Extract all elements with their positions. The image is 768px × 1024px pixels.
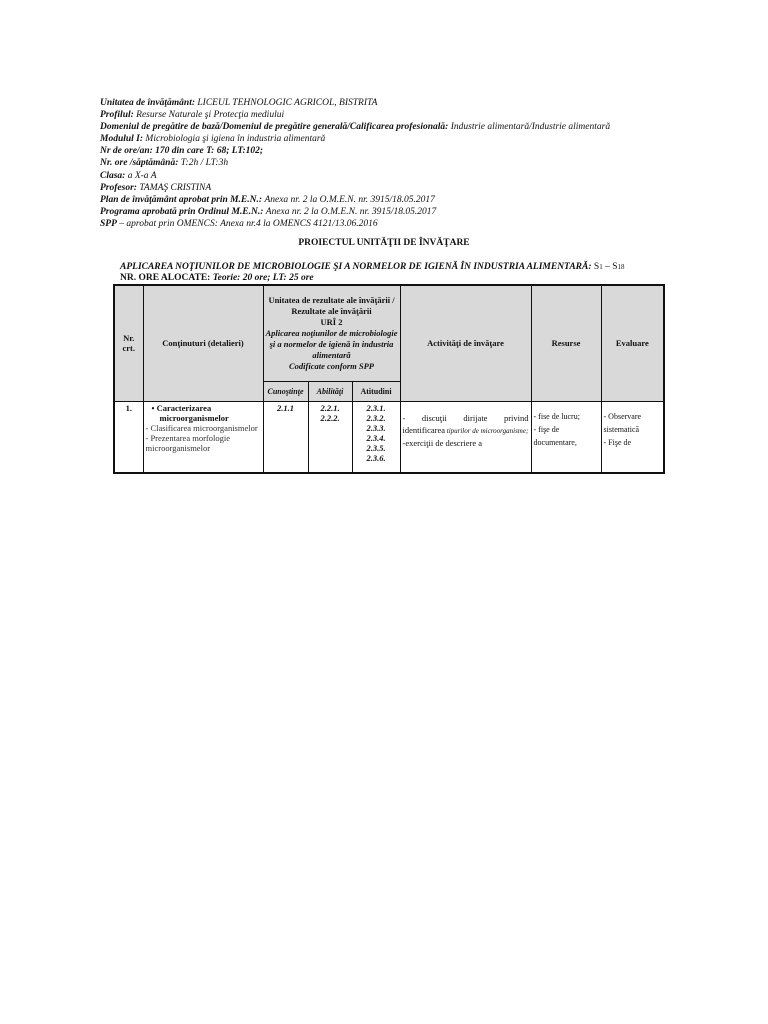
document-header — [100, 97, 700, 230]
cell-resurse: - fise de lucru; - fişe de documentare, — [531, 401, 601, 473]
header-profil: Profilul: Resurse Naturale şi Protecţia mediului — [100, 110, 285, 121]
col-header-abilitati: Abilităţi — [308, 381, 352, 401]
col-header-resurse: Resurse — [531, 285, 601, 401]
col-header-cunostinte: Cunoştinţe — [263, 381, 308, 401]
header-plan: Plan de învăţământ aprobat prin M.E.N.: Anexa nr. 2 la O.M.E.N. nr. 3915/18.05.2017 — [100, 194, 435, 205]
col-header-evaluare: Evaluare — [601, 285, 664, 401]
header-modul: Modulul I: Microbiologia şi igiena în industria alimentară — [100, 134, 326, 145]
cell-activitati: - discuţii dirijate privind identificarea tipurilor de microorganisme; -exerciţii de descriere a — [400, 401, 531, 473]
cell-atitudini: 2.3.1. 2.3.2. 2.3.3. 2.3.4. 2.3.5. 2.3.6. — [352, 401, 400, 473]
col-header-continuturi: Conţinuturi (detalieri) — [143, 285, 263, 401]
header-clasa: Clasa: a X-a A — [100, 170, 157, 181]
header-programa: Programa aprobată prin Ordinul M.E.N.: Anexa nr. 2 la O.M.E.N. nr. 3915/18.05.2017 — [100, 206, 437, 217]
col-header-activitati: Activităţi de învăţare — [400, 285, 531, 401]
header-unitate: Unitatea de învăţământ: LICEUL TEHNOLOGIC AGRICOL, BISTRITA — [100, 98, 378, 108]
header-ore-saptamana: Nr. ore /săptămână: T:2h / LT:3h — [100, 158, 229, 169]
learning-unit-table — [113, 284, 665, 474]
col-header-ur: Unitatea de rezultate ale învăţării / Rezultate ale învăţării URÎ 2 Aplicarea noţiunilor de microbiologie şi a normelor de igienă în industria alimentară Codificate conform SPP — [263, 285, 400, 381]
table-row — [114, 401, 664, 473]
content-bullet: • Caracterizarea microorganismelor — [151, 402, 229, 423]
header-spp: SPP – aprobat prin OMENCS: Anexa nr.4 la OMENCS 4121/13.06.2016 — [100, 218, 378, 229]
header-ore-an: Nr de ore/an: 170 din care T: 68; LT:102; — [100, 146, 264, 157]
cell-cunostinte: 2.1.1 — [263, 401, 308, 473]
header-domeniu: Domeniul de pregătire de bază/Domeniul de pregătire generală/Calificarea profesională: Industrie alimentară/Industrie alimentară — [100, 122, 611, 133]
cell-nr: 1. — [114, 401, 143, 473]
cell-evaluare: - Observare sistematică - Fişe de — [601, 401, 664, 473]
col-header-atitudini: Atitudini — [352, 381, 400, 401]
document-title: PROIECTUL UNITĂŢII DE ÎNVĂŢARE — [298, 238, 470, 248]
header-profesor: Profesor: TAMAŞ CRISTINA — [100, 182, 212, 193]
content-item: - Prezentarea morfologie microorganismelor — [145, 432, 230, 453]
cell-continuturi — [143, 401, 263, 473]
content-item: - Clasificarea microorganismelor — [145, 422, 258, 433]
unit-title: APLICAREA NOŢIUNILOR DE MICROBIOLOGIE ŞI A NORMELOR DE IGIENĂ ÎN INDUSTRIA ALIMENTARĂ: S1 – S18 — [120, 262, 625, 272]
allocated-hours: NR. ORE ALOCATE: Teorie: 20 ore; LT: 25 ore — [120, 273, 314, 283]
col-header-nr: Nr. crt. — [114, 285, 143, 401]
cell-abilitati: 2.2.1. 2.2.2. — [308, 401, 352, 473]
